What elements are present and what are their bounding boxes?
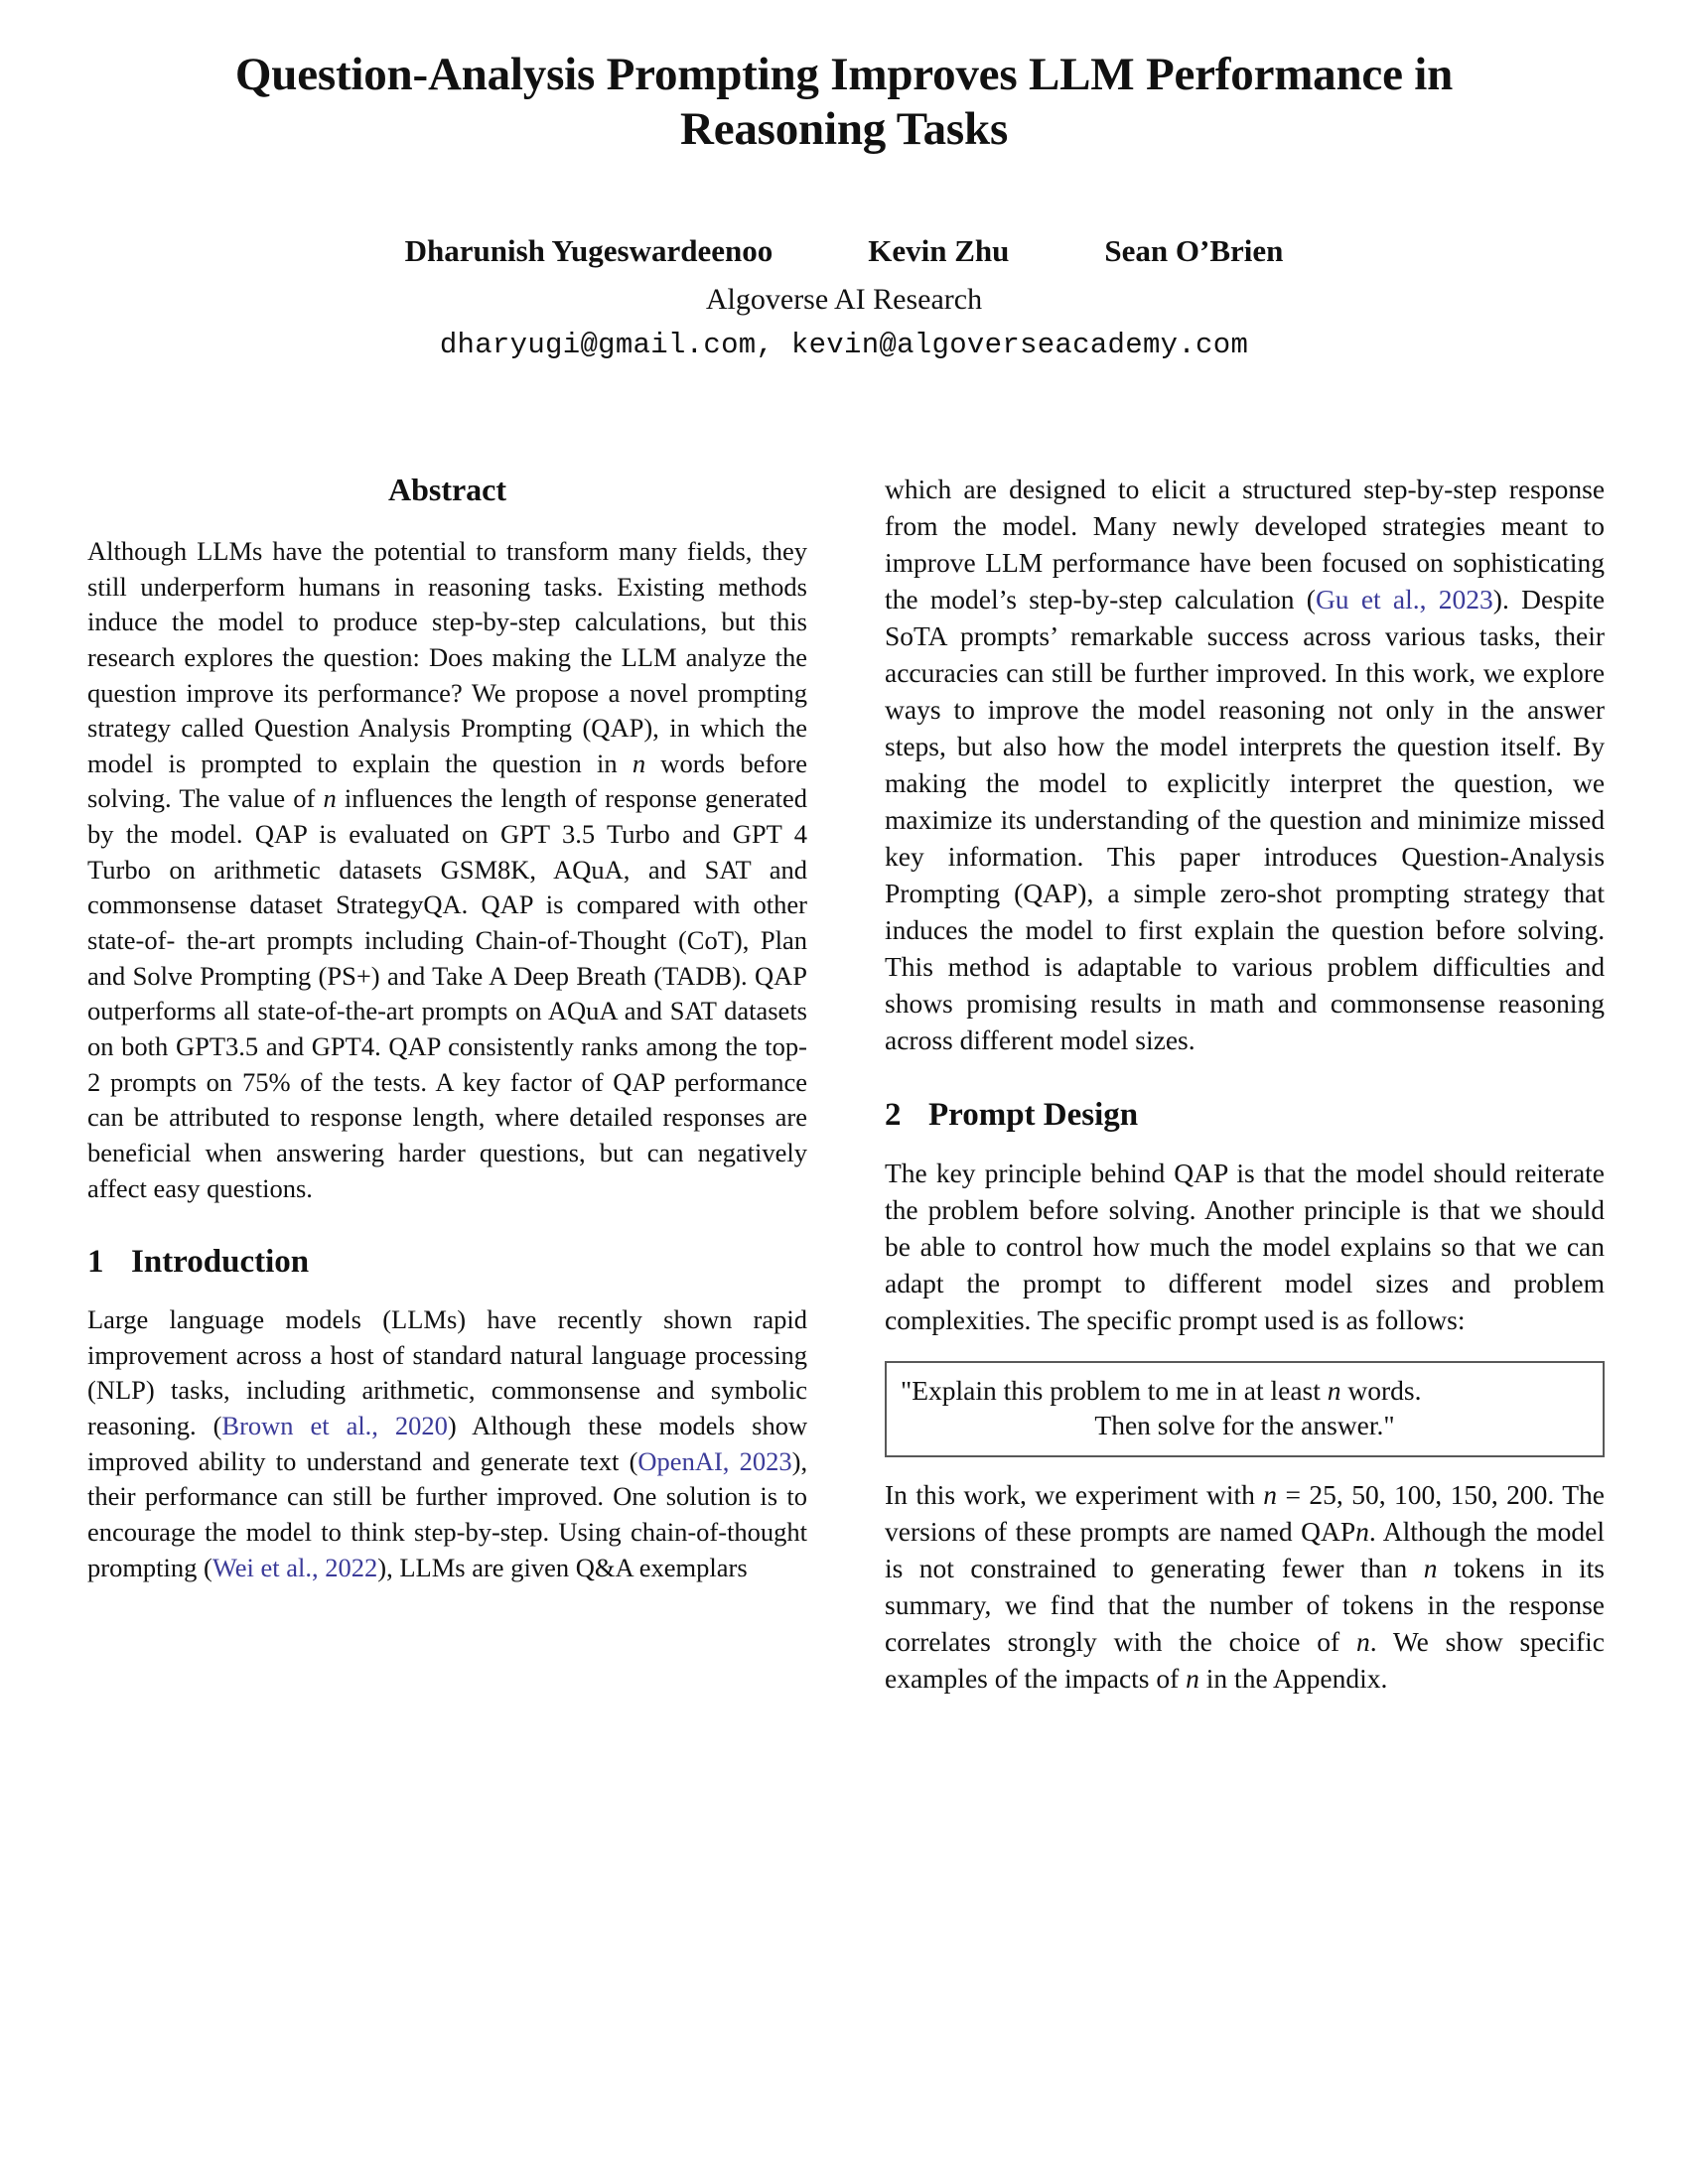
section-number: 1 (87, 1244, 104, 1281)
prompt-design-paragraph-2 (885, 1477, 1605, 1698)
prompt-text-pre: "Explain this problem to me in at least (901, 1374, 1328, 1406)
pd2-text-part: . We show specific examples of the impacts of (885, 1626, 1605, 1695)
citation-wei-2022[interactable]: Wei et al., 2022 (211, 1552, 378, 1582)
title-block (0, 0, 1688, 361)
citation-gu-2023[interactable]: Gu et al., 2023 (1315, 583, 1493, 614)
introduction-paragraph (87, 1302, 807, 1585)
intro-text-part: ), LLMs are given Q&A exemplars (377, 1552, 748, 1582)
pd2-text-part: tokens in its summary, we find that the number of tokens in the response correlates strongly with the choice of (885, 1553, 1606, 1658)
intro-text-part: ). Despite SoTA prompts’ remarkable success across various tasks, their accuracies can still be further improved. In this work, we explore ways to improve the model reasoning not only in the answer steps, but also how the model interprets the question itself. By making the model to explicitly interpret the question, we maximize its understanding of the question and minimize missed key information. This paper introduces Question-Analysis Prompting (QAP), a simple zero-shot prompting strategy that induces the model to first explain the question before solving. This method is adaptable to various problem difficulties and shows promising results in math and commonsense reasoning across different model sizes. (885, 583, 1606, 1055)
section-number: 2 (885, 1096, 902, 1133)
pd2-text-part: . Although the model is not constrained to generating fewer than (885, 1516, 1605, 1584)
pd2-text-part: = 25, 50, 100, 150, 200. The versions of these prompts are named QAP (885, 1479, 1605, 1548)
author-list (149, 233, 1539, 269)
math-variable-n: n (632, 748, 646, 778)
left-column (87, 472, 807, 1698)
math-variable-n: n (1355, 1626, 1370, 1658)
affiliation: Algoverse AI Research (705, 282, 983, 316)
page-title: Question-Analysis Prompting Improves LLM Performance in Reasoning Tasks (234, 49, 1454, 156)
prompt-text-post: words. (1340, 1374, 1422, 1406)
section-title: Introduction (131, 1244, 310, 1281)
prompt-box-line-2: Then solve for the answer." (1094, 1410, 1395, 1441)
pd2-text-part: in the Appendix. (1198, 1663, 1388, 1695)
abstract-text-part: words before solving. The value of (87, 748, 807, 814)
section-title: Prompt Design (928, 1096, 1139, 1133)
prompt-text-box (885, 1361, 1605, 1458)
abstract-paragraph (87, 534, 807, 1206)
abstract-text-part: influences the length of response generated by the model. QAP is evaluated on GPT 3.5 Turbo and GPT 4 Turbo on arithmetic datasets GSM8K, AQuA, and SAT and commonsense dataset StrategyQA. QAP is compared with other state-of- the-art prompts including Chain-of-Thought (CoT), Plan and Solve Prompting (PS+) and Take A Deep Breath (TADB). QAP outperforms all state-of-the-art prompts on AQuA and SAT datasets on both GPT3.5 and GPT4. QAP consistently ranks among the top-2 prompts on 75% of the tests. A key factor of QAP performance can be attributed to response length, where detailed responses are beneficial when answering harder questions, but can negatively affect easy questions. (87, 783, 807, 1203)
section-heading-prompt-design (885, 1097, 1605, 1134)
abstract-text-part: Although LLMs have the potential to transform many fields, they still underperform humans in reasoning tasks. Existing methods induce the model to produce step-by-step calculations, but this research explores the question: Does making the LLM analyze the question improve its performance? We propose a novel prompting strategy called Question Analysis Prompting (QAP), in which the model is prompted to explain the question in (87, 536, 807, 778)
abstract-heading: Abstract (387, 472, 507, 507)
introduction-continuation (885, 472, 1605, 1059)
intro-text-part: ), their performance can still be further improved. One solution is to encourage the model to think step-by-step. Using chain-of-thought prompting ( (87, 1445, 808, 1582)
math-variable-n: n (1263, 1479, 1278, 1511)
body-columns (87, 472, 1605, 1698)
author-emails: dharyugi@gmail.com, kevin@algoverseacademy.com (439, 328, 1249, 361)
citation-openai-2023[interactable]: OpenAI, 2023 (637, 1445, 792, 1476)
intro-text-part: Large language models (LLMs) have recently shown rapid improvement across a host of standard natural language processing (NLP) tasks, including arithmetic, commonsense and symbolic reasoning. ( (87, 1304, 808, 1441)
pd2-text-part: In this work, we experiment with (885, 1479, 1264, 1511)
section-heading-introduction (87, 1244, 807, 1281)
math-variable-n: n (1327, 1374, 1341, 1406)
author-name: Kevin Zhu (868, 232, 1010, 268)
citation-brown-2020[interactable]: Brown et al., 2020 (221, 1411, 448, 1441)
prompt-box-line-1 (901, 1373, 1589, 1409)
intro-text-part: which are designed to elicit a structured step-by-step response from the model. Many newly developed strategies meant to improve LLM performance have been focused on sophisticating the model’s step-by-step calculation ( (885, 474, 1606, 614)
prompt-design-paragraph: The key principle behind QAP is that the model should reiterate the problem before solving. Another principle is that we should be able to control how much the model explains so that we can adapt the prompt to different model sizes and problem complexities. The specific prompt used is as follows: (885, 1157, 1605, 1335)
author-name: Sean O’Brien (1104, 232, 1284, 268)
right-column (885, 472, 1605, 1698)
math-variable-n: n (1355, 1516, 1369, 1548)
introduction-paragraph-continued (885, 472, 1605, 1059)
math-variable-n: n (1186, 1663, 1199, 1695)
intro-text-part: ) Although these models show improved ability to understand and generate text ( (87, 1411, 808, 1476)
math-variable-n: n (1423, 1553, 1438, 1584)
author-name: Dharunish Yugeswardeenoo (404, 232, 774, 268)
math-variable-n: n (323, 783, 337, 814)
